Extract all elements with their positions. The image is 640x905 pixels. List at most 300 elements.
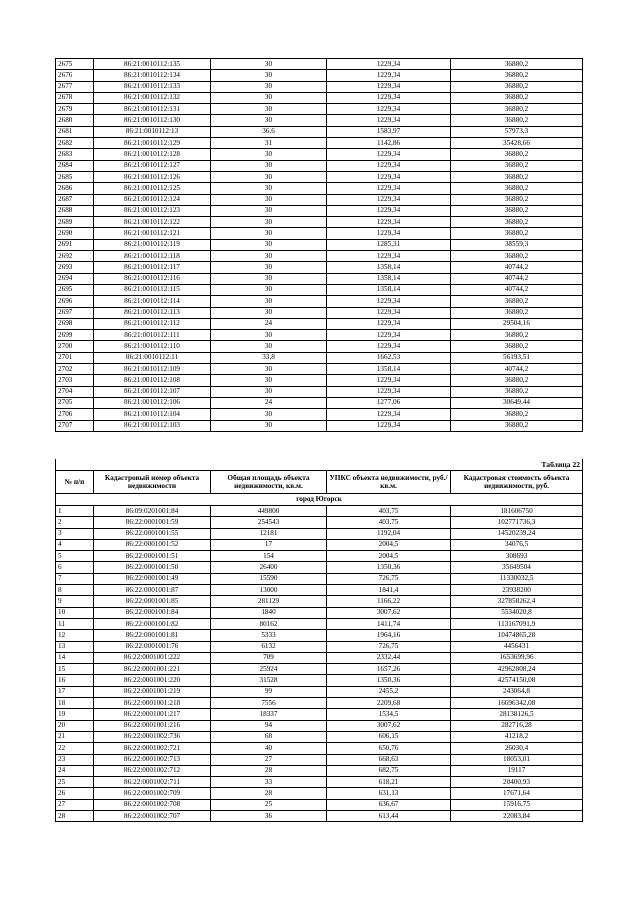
area: 68: [211, 731, 327, 742]
cadastral-number: 86:21:0010112:132: [94, 92, 211, 103]
upks: 1841,4: [327, 585, 451, 596]
area: 24: [211, 397, 327, 408]
cadastral-value: 36880,2: [451, 171, 583, 182]
table-row: [56, 788, 583, 799]
area: 30: [211, 262, 327, 273]
cadastral-number: 86:22:0001001:76: [94, 641, 211, 652]
upks: 1583,97: [327, 126, 451, 137]
cadastral-number: 86:21:0010112:106: [94, 397, 211, 408]
area: 30: [211, 296, 327, 307]
cadastral-number: 86:22:0001002:713: [94, 754, 211, 765]
header-cadastral-number: Кадастровый номер объекта недвижимости: [94, 471, 211, 494]
cadastral-number: 86:22:0001002:707: [94, 811, 211, 822]
cadastral-number: 86:21:0010112:11: [94, 352, 211, 363]
area: 15590: [211, 573, 327, 584]
cadastral-value: 5534020,8: [451, 607, 583, 618]
cadastral-number: 86:22:0001001:50: [94, 562, 211, 573]
row-number: 2679: [56, 104, 94, 115]
area: 30: [211, 251, 327, 262]
cadastral-number: 86:21:0010112:118: [94, 251, 211, 262]
row-number: 2682: [56, 138, 94, 149]
cadastral-value: 26030,4: [451, 743, 583, 754]
area: 33: [211, 777, 327, 788]
table-row: [56, 585, 583, 596]
upks: 1350,36: [327, 562, 451, 573]
row-number: 10: [56, 607, 94, 618]
cadastral-value: 20400,93: [451, 777, 583, 788]
upks: 1358,14: [327, 284, 451, 295]
cadastral-value: 40744,2: [451, 284, 583, 295]
table-caption-row: [56, 459, 583, 471]
cadastral-number: 86:22:0001001:220: [94, 675, 211, 686]
upks: 3007,62: [327, 720, 451, 731]
table-row: [56, 284, 583, 295]
cadastral-value: 40744,2: [451, 262, 583, 273]
cadastral-number: 86:22:0001002:708: [94, 799, 211, 810]
cadastral-number: 86:22:0001001:84: [94, 607, 211, 618]
header-row: [56, 471, 583, 494]
area: 7556: [211, 698, 327, 709]
area: 25: [211, 799, 327, 810]
header-upks: УПКС объекта недвижимости, руб./кв.м.: [327, 471, 451, 494]
area: 1840: [211, 607, 327, 618]
area: 30: [211, 217, 327, 228]
cadastral-number: 86:22:0001001:82: [94, 618, 211, 629]
cadastral-number: 86:21:0010112:103: [94, 420, 211, 431]
cadastral-value: 19117: [451, 765, 583, 776]
upks: 2004,5: [327, 539, 451, 550]
row-number: 2675: [56, 59, 94, 70]
row-number: 16: [56, 675, 94, 686]
cadastral-number: 86:22:0001001:87: [94, 585, 211, 596]
cadastral-value: 308693: [451, 551, 583, 562]
cadastral-number: 86:22:0001002:711: [94, 777, 211, 788]
row-number: 2692: [56, 251, 94, 262]
table-row: [56, 664, 583, 675]
area: 30: [211, 81, 327, 92]
cadastral-value: 102771736,3: [451, 517, 583, 528]
cadastral-number: 86:21:0010112:123: [94, 205, 211, 216]
row-number: 17: [56, 686, 94, 697]
area: 25924: [211, 664, 327, 675]
cadastral-value: 36880,2: [451, 59, 583, 70]
table-row: [56, 573, 583, 584]
area: 30: [211, 409, 327, 420]
cadastral-number: 86:21:0010112:122: [94, 217, 211, 228]
cadastral-number: 86:21:0010112:119: [94, 239, 211, 250]
upks: 1229,34: [327, 81, 451, 92]
row-number: 5: [56, 551, 94, 562]
cadastral-value: 29504,16: [451, 318, 583, 329]
row-number: 2699: [56, 330, 94, 341]
upks: 2455,2: [327, 686, 451, 697]
upks: 1277,06: [327, 397, 451, 408]
cadastral-value: 36880,2: [451, 104, 583, 115]
cadastral-number: 86:21:0010112:126: [94, 171, 211, 182]
cadastral-number: 86:21:0010112:104: [94, 409, 211, 420]
table-row: [56, 352, 583, 363]
cadastral-value: 113167091,9: [451, 618, 583, 629]
cadastral-value: 36880,2: [451, 409, 583, 420]
cadastral-number: 86:21:0010112:109: [94, 364, 211, 375]
row-number: 28: [56, 811, 94, 822]
table-row: [56, 171, 583, 182]
table-row: [56, 364, 583, 375]
row-number: 2703: [56, 375, 94, 386]
table-row: [56, 777, 583, 788]
city-row: [56, 494, 583, 506]
area: 31: [211, 138, 327, 149]
cadastral-value: 36880,2: [451, 341, 583, 352]
upks: 1358,14: [327, 262, 451, 273]
cadastral-value: 22083,84: [451, 811, 583, 822]
area: 17: [211, 539, 327, 550]
cadastral-value: 243064,8: [451, 686, 583, 697]
cadastral-value: 282716,28: [451, 720, 583, 731]
table-row: [56, 183, 583, 194]
upks: 618,21: [327, 777, 451, 788]
area: 36: [211, 811, 327, 822]
row-number: 2705: [56, 397, 94, 408]
cadastral-number: 86:22:0001002:721: [94, 743, 211, 754]
cadastral-number: 86:21:0010112:124: [94, 194, 211, 205]
table-row: [56, 743, 583, 754]
row-number: 2690: [56, 228, 94, 239]
table-row: [56, 528, 583, 539]
upks: 1657,26: [327, 664, 451, 675]
table-body: [56, 59, 583, 432]
row-number: 7: [56, 573, 94, 584]
table-row: [56, 239, 583, 250]
cadastral-value: 28138126,5: [451, 709, 583, 720]
cadastral-value: 36880,2: [451, 386, 583, 397]
area: 6132: [211, 641, 327, 652]
area: 254543: [211, 517, 327, 528]
cadastral-value: 36880,2: [451, 160, 583, 171]
upks: 3007,62: [327, 607, 451, 618]
area: 28: [211, 788, 327, 799]
upks: 1229,34: [327, 296, 451, 307]
cadastral-value: 36880,2: [451, 251, 583, 262]
area: 30: [211, 205, 327, 216]
row-number: 23: [56, 754, 94, 765]
row-number: 2678: [56, 92, 94, 103]
area: 30: [211, 273, 327, 284]
row-number: 2702: [56, 364, 94, 375]
table-row: [56, 104, 583, 115]
cadastral-number: 86:22:0001001:222: [94, 652, 211, 663]
table-row: [56, 562, 583, 573]
upks: 1229,34: [327, 59, 451, 70]
row-number: 2676: [56, 70, 94, 81]
area: 33,8: [211, 352, 327, 363]
row-number: 26: [56, 788, 94, 799]
upks: 606,15: [327, 731, 451, 742]
cadastral-value: 181606750: [451, 506, 583, 517]
area: 30: [211, 183, 327, 194]
area: 30: [211, 115, 327, 126]
upks: 1229,34: [327, 194, 451, 205]
area: 30: [211, 59, 327, 70]
cadastral-value: 1653699,96: [451, 652, 583, 663]
area: 30: [211, 149, 327, 160]
upks: 1285,31: [327, 239, 451, 250]
area: 154: [211, 551, 327, 562]
area: 80162: [211, 618, 327, 629]
cadastral-number: 86:21:0010112:114: [94, 296, 211, 307]
row-number: 2680: [56, 115, 94, 126]
row-number: 20: [56, 720, 94, 731]
area: 24: [211, 318, 327, 329]
cadastral-value: 34076,5: [451, 539, 583, 550]
table-row: [56, 397, 583, 408]
cadastral-value: 36880,2: [451, 375, 583, 386]
area: 30: [211, 307, 327, 318]
row-number: 2704: [56, 386, 94, 397]
row-number: 2695: [56, 284, 94, 295]
cadastral-number: 86:21:0010112:115: [94, 284, 211, 295]
row-number: 22: [56, 743, 94, 754]
row-number: 9: [56, 596, 94, 607]
table-row: [56, 386, 583, 397]
row-number: 2707: [56, 420, 94, 431]
cadastral-number: 86:22:0001001:52: [94, 539, 211, 550]
table-row: [56, 698, 583, 709]
upks: 2209,68: [327, 698, 451, 709]
table-row: [56, 618, 583, 629]
cadastral-value: 17671,64: [451, 788, 583, 799]
cadastral-value: 10474865,28: [451, 630, 583, 641]
upks: 1229,34: [327, 409, 451, 420]
cadastral-number: 86:22:0001001:85: [94, 596, 211, 607]
table-row: [56, 341, 583, 352]
cadastral-table-continued: [55, 58, 583, 432]
cadastral-number: 86:22:0001001:51: [94, 551, 211, 562]
row-number: 2696: [56, 296, 94, 307]
city-name: город Югорск: [56, 494, 583, 506]
cadastral-value: 36880,2: [451, 307, 583, 318]
table-row: [56, 686, 583, 697]
table-row: [56, 506, 583, 517]
upks: 1534,5: [327, 709, 451, 720]
table-row: [56, 720, 583, 731]
area: 709: [211, 652, 327, 663]
table-row: [56, 92, 583, 103]
row-number: 2677: [56, 81, 94, 92]
upks: 726,75: [327, 573, 451, 584]
row-number: 8: [56, 585, 94, 596]
upks: 2004,5: [327, 551, 451, 562]
area: 30: [211, 341, 327, 352]
row-number: 4: [56, 539, 94, 550]
table-row: [56, 551, 583, 562]
upks: 1229,34: [327, 217, 451, 228]
cadastral-value: 35649504: [451, 562, 583, 573]
cadastral-number: 86:22:0001001:81: [94, 630, 211, 641]
table-row: [56, 652, 583, 663]
upks: 1229,34: [327, 251, 451, 262]
area: 449800: [211, 506, 327, 517]
area: 30: [211, 386, 327, 397]
cadastral-value: 16696342,08: [451, 698, 583, 709]
table-row: [56, 630, 583, 641]
area: 13000: [211, 585, 327, 596]
cadastral-value: 36880,2: [451, 420, 583, 431]
area: 281129: [211, 596, 327, 607]
row-number: 6: [56, 562, 94, 573]
header-cadastral-value: Кадастровая стоимость объекта недвижимости, руб.: [451, 471, 583, 494]
table-row: [56, 420, 583, 431]
upks: 1411,74: [327, 618, 451, 629]
row-number: 2694: [56, 273, 94, 284]
table-row: [56, 754, 583, 765]
cadastral-value: 36880,2: [451, 217, 583, 228]
table-row: [56, 70, 583, 81]
row-number: 18: [56, 698, 94, 709]
upks: 650,76: [327, 743, 451, 754]
upks: 1358,14: [327, 364, 451, 375]
cadastral-number: 86:21:0010112:13: [94, 126, 211, 137]
cadastral-value: 36880,2: [451, 205, 583, 216]
cadastral-value: 36880,2: [451, 296, 583, 307]
cadastral-value: 36880,2: [451, 115, 583, 126]
row-number: 15: [56, 664, 94, 675]
row-number: 27: [56, 799, 94, 810]
table-row: [56, 517, 583, 528]
upks: 1229,34: [327, 386, 451, 397]
table-row: [56, 194, 583, 205]
area: 30: [211, 375, 327, 386]
upks: 403,75: [327, 517, 451, 528]
upks: 1229,34: [327, 171, 451, 182]
table-row: [56, 607, 583, 618]
cadastral-value: 327858262,4: [451, 596, 583, 607]
row-number: 2687: [56, 194, 94, 205]
upks: 1229,34: [327, 205, 451, 216]
upks: 1229,34: [327, 420, 451, 431]
row-number: 24: [56, 765, 94, 776]
table-row: [56, 799, 583, 810]
cadastral-table-22: [55, 459, 583, 822]
table-row: [56, 731, 583, 742]
table-row: [56, 205, 583, 216]
area: 18337: [211, 709, 327, 720]
cadastral-number: 86:21:0010112:128: [94, 149, 211, 160]
cadastral-number: 86:21:0010112:111: [94, 330, 211, 341]
table-row: [56, 262, 583, 273]
row-number: 19: [56, 709, 94, 720]
cadastral-number: 86:21:0010112:127: [94, 160, 211, 171]
table-row: [56, 59, 583, 70]
row-number: 13: [56, 641, 94, 652]
cadastral-value: 36880,2: [451, 330, 583, 341]
area: 12181: [211, 528, 327, 539]
area: 30: [211, 194, 327, 205]
table-row: [56, 273, 583, 284]
table-row: [56, 296, 583, 307]
table-row: [56, 330, 583, 341]
cadastral-number: 86:21:0010112:135: [94, 59, 211, 70]
table-row: [56, 765, 583, 776]
cadastral-value: 18053,01: [451, 754, 583, 765]
upks: 1229,34: [327, 183, 451, 194]
cadastral-value: 36880,2: [451, 81, 583, 92]
row-number: 25: [56, 777, 94, 788]
cadastral-number: 86:21:0010112:125: [94, 183, 211, 194]
table-row: [56, 596, 583, 607]
cadastral-number: 86:22:0001001:219: [94, 686, 211, 697]
cadastral-value: 40744,2: [451, 364, 583, 375]
area: 99: [211, 686, 327, 697]
upks: 682,75: [327, 765, 451, 776]
header-area: Общая площадь объекта недвижимости, кв.м.: [211, 471, 327, 494]
cadastral-number: 86:22:0001001:49: [94, 573, 211, 584]
cadastral-number: 86:21:0010112:113: [94, 307, 211, 318]
cadastral-number: 86:09:0201001:84: [94, 506, 211, 517]
row-number: 2688: [56, 205, 94, 216]
table-row: [56, 160, 583, 171]
cadastral-value: 38559,3: [451, 239, 583, 250]
table-row: [56, 675, 583, 686]
table-row: [56, 81, 583, 92]
row-number: 2681: [56, 126, 94, 137]
table-row: [56, 539, 583, 550]
upks: 1229,34: [327, 307, 451, 318]
cadastral-number: 86:21:0010112:130: [94, 115, 211, 126]
upks: 1229,34: [327, 149, 451, 160]
cadastral-value: 36880,2: [451, 149, 583, 160]
upks: 2332,44: [327, 652, 451, 663]
cadastral-value: 35428,66: [451, 138, 583, 149]
cadastral-number: 86:21:0010112:134: [94, 70, 211, 81]
row-number: 2693: [56, 262, 94, 273]
cadastral-number: 86:22:0001002:712: [94, 765, 211, 776]
cadastral-value: 36880,2: [451, 194, 583, 205]
upks: 1192,04: [327, 528, 451, 539]
cadastral-number: 86:22:0001001:216: [94, 720, 211, 731]
area: 30: [211, 104, 327, 115]
cadastral-value: 36880,2: [451, 183, 583, 194]
area: 30: [211, 92, 327, 103]
cadastral-value: 36880,2: [451, 228, 583, 239]
upks: 1229,34: [327, 92, 451, 103]
table-row: [56, 115, 583, 126]
upks: 1229,34: [327, 341, 451, 352]
row-number: 2683: [56, 149, 94, 160]
area: 30: [211, 70, 327, 81]
table-row: [56, 307, 583, 318]
area: 30: [211, 330, 327, 341]
area: 40: [211, 743, 327, 754]
area: 30: [211, 239, 327, 250]
upks: 1229,34: [327, 160, 451, 171]
table-row: [56, 811, 583, 822]
area: 31528: [211, 675, 327, 686]
upks: 1350,36: [327, 675, 451, 686]
cadastral-number: 86:21:0010112:133: [94, 81, 211, 92]
cadastral-value: 14520239,24: [451, 528, 583, 539]
upks: 1229,34: [327, 318, 451, 329]
row-number: 14: [56, 652, 94, 663]
row-number: 12: [56, 630, 94, 641]
area: 30: [211, 420, 327, 431]
cadastral-value: 36880,2: [451, 70, 583, 81]
table-row: [56, 217, 583, 228]
area: 30: [211, 160, 327, 171]
area: 30: [211, 364, 327, 375]
upks: 1229,34: [327, 104, 451, 115]
area: 30: [211, 228, 327, 239]
